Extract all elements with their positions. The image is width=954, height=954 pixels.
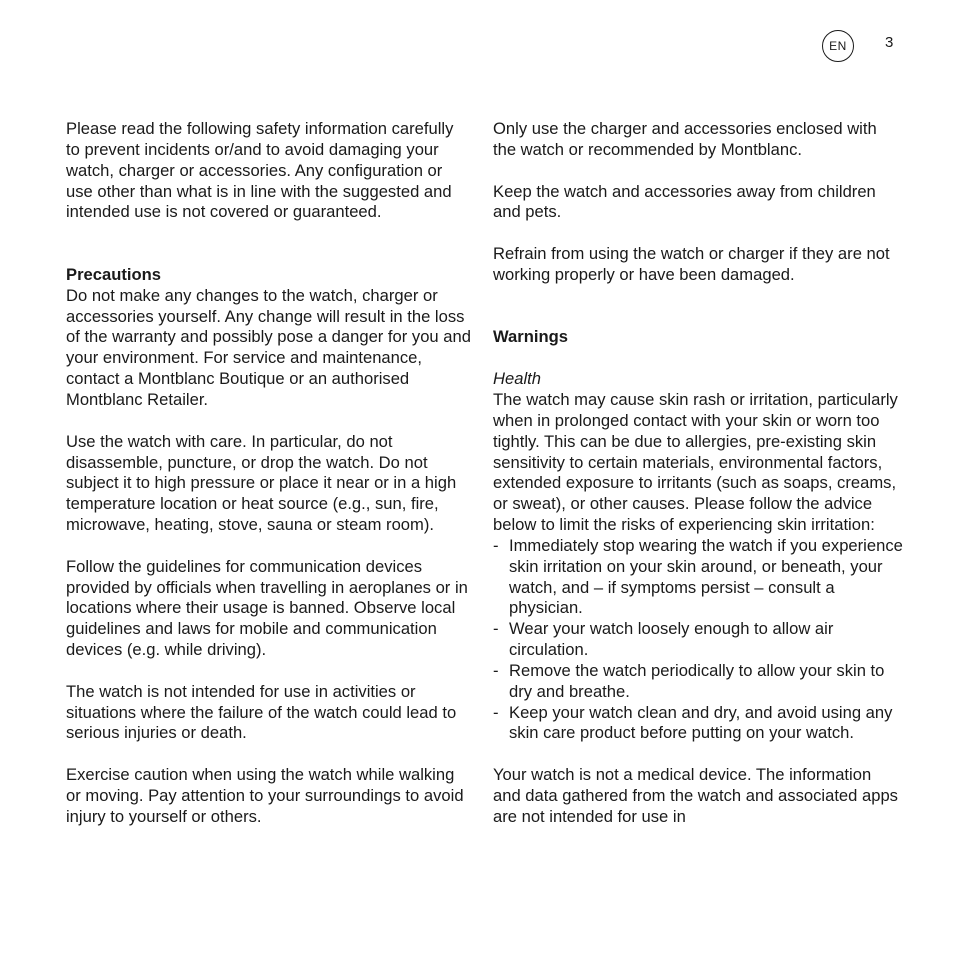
page-number: 3 (885, 34, 894, 51)
list-item: - Keep your watch clean and dry, and avoid using any skin care product before putting on your watch. (493, 703, 903, 745)
precautions-paragraph-5: Exercise caution when using the watch while walking or moving. Pay attention to your surroundings to avoid injury to yourself or others. (66, 765, 464, 826)
precautions-paragraph-1: Do not make any changes to the watch, charger or accessories yourself. Any change will result in the loss of the warranty and possibly pose a danger for you and your environment. For service and maintenance, contact a Montblanc Boutique or an authorised Montblanc Retailer. (66, 285, 471, 409)
list-item: - Immediately stop wearing the watch if you experience skin irritation on your skin around, or beneath, your watch, and – if symptoms persist – consult a physician. (493, 536, 903, 619)
children-paragraph: Keep the watch and accessories away from children and pets. (493, 181, 876, 222)
precautions-paragraph-2: Use the watch with care. In particular, do not disassemble, puncture, or drop the watch. Do not subject it to high pressure or place it near or in a high temperature location or heat source (e.g., sun, fire, microwave, heating, stove, sauna or steam room). (66, 431, 457, 535)
health-heading: Health (493, 369, 541, 389)
warnings-heading: Warnings (493, 327, 568, 347)
charger-paragraph: Only use the charger and accessories enclosed with the watch or recommended by Montblanc. (493, 119, 877, 159)
health-advice-list (493, 536, 903, 744)
language-badge: EN (822, 30, 854, 62)
precautions-paragraph-4: The watch is not intended for use in activities or situations where the failure of the watch could lead to serious injuries or death. (66, 681, 457, 743)
precautions-paragraph-3: Follow the guidelines for communication devices provided by officials when travelling in aeroplanes or in locations where their usage is banned. Observe local guidelines and laws for mobile and communication devices (e.g. while driving). (66, 556, 468, 660)
damage-paragraph: Refrain from using the watch or charger if they are not working properly or have been damaged. (493, 244, 890, 284)
right-column (493, 119, 903, 828)
list-item: - Wear your watch loosely enough to allow air circulation. (493, 619, 903, 661)
precautions-heading: Precautions (66, 264, 161, 284)
medical-device-paragraph: Your watch is not a medical device. The information and data gathered from the watch and associated apps are not intended for use in (493, 765, 898, 826)
list-item: - Remove the watch periodically to allow your skin to dry and breathe. (493, 661, 903, 703)
intro-paragraph: Please read the following safety information carefully to prevent incidents or/and to avoid damaging your watch, charger or accessories. Any configuration or use other than what is in line with the suggested and intended use is not covered or guaranteed. (66, 119, 454, 222)
health-paragraph: The watch may cause skin rash or irritation, particularly when in prolonged contact with your skin or worn too tightly. This can be due to allergies, pre-existing skin sensitivity to certain materials, environmental factors, extended exposure to irritants (such as soaps, creams, or sweat), or other causes. Please follow the advice below to limit the risks of experiencing skin irritation: (493, 389, 898, 535)
left-column (66, 119, 471, 828)
